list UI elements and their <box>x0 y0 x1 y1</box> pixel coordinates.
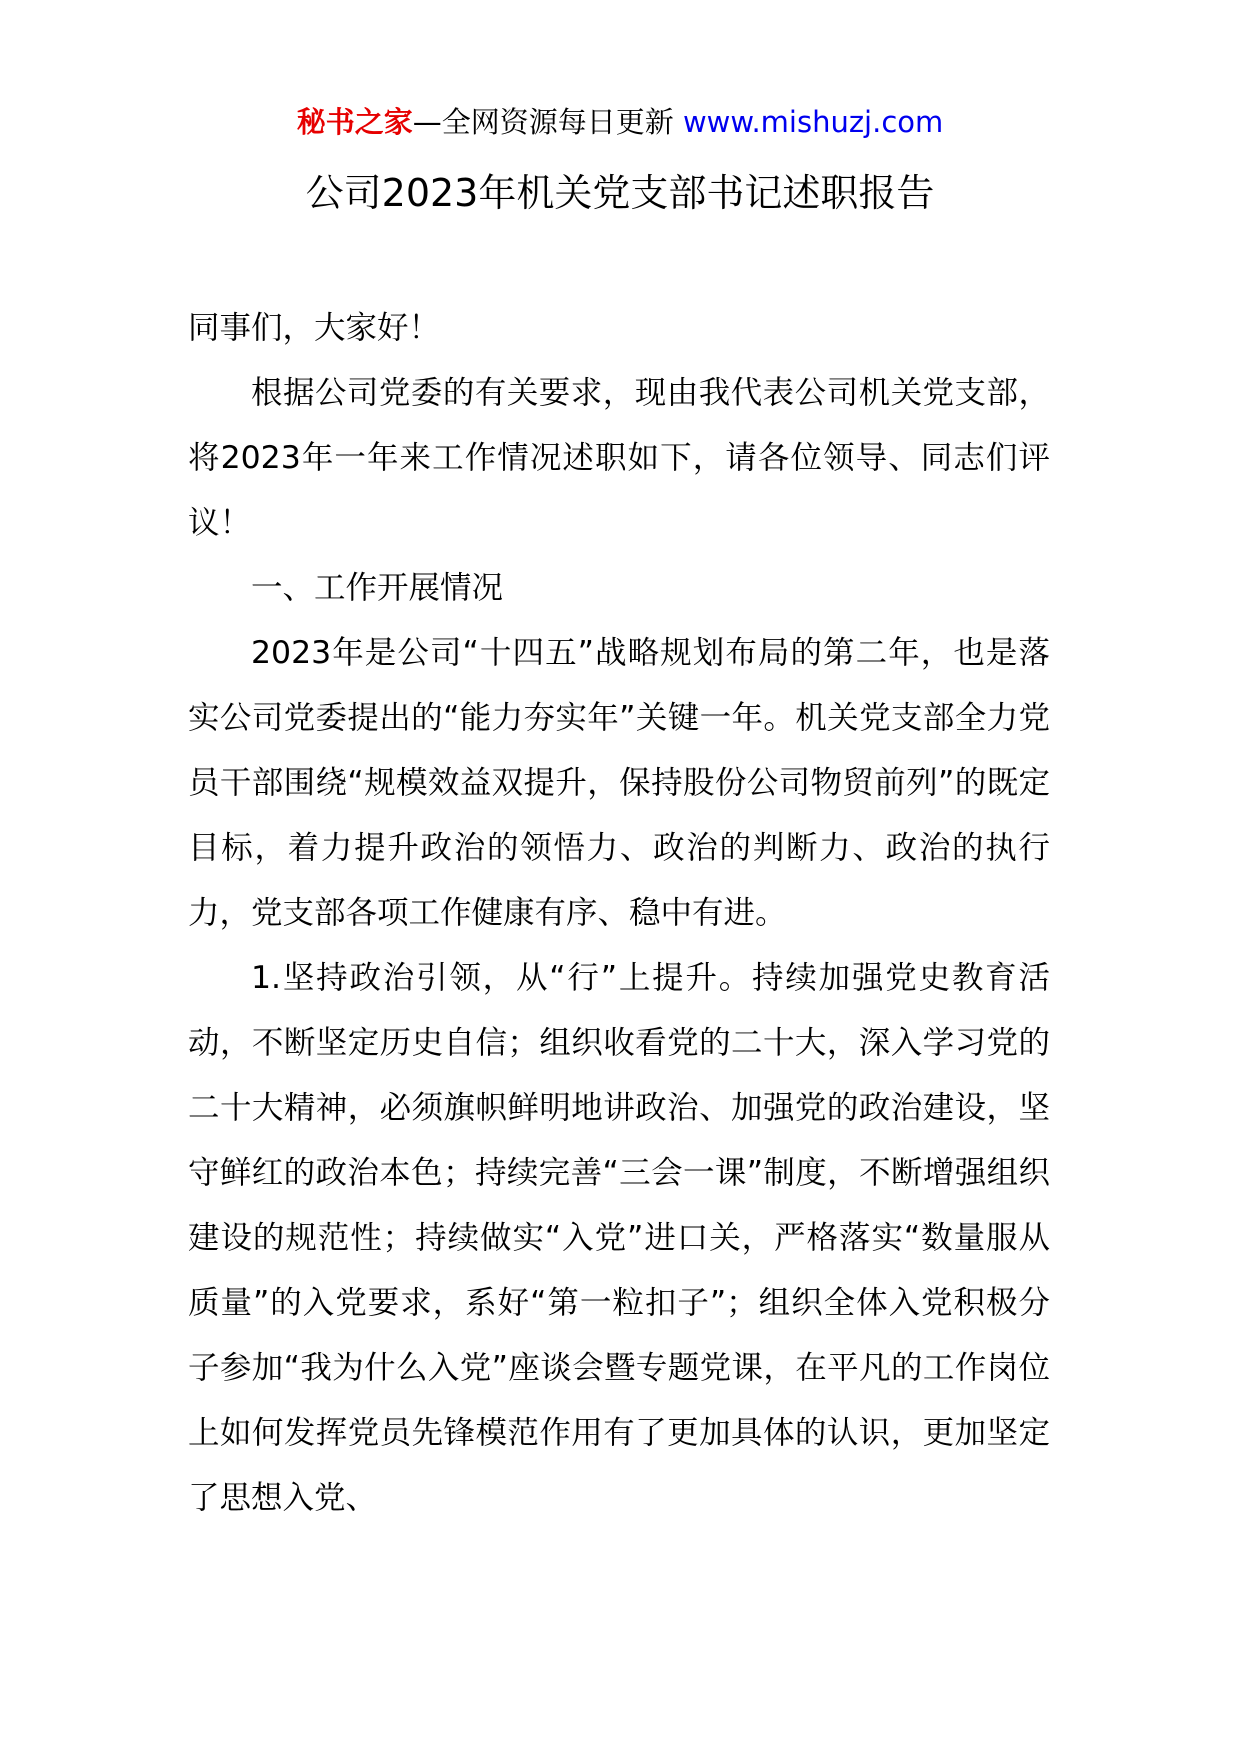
paragraph-intro: 根据公司党委的有关要求，现由我代表公司机关党支部，将2023年一年来工作情况述职如下，请各位领导、同志们评议！ <box>188 375 1050 541</box>
section-heading: 一、工作开展情况 <box>251 570 504 606</box>
brand-name: 秘书之家 <box>296 105 413 139</box>
brand-tagline: —全网资源每日更新 <box>412 105 674 139</box>
document-body <box>188 296 1050 1531</box>
greeting: 同事们，大家好！ <box>188 310 441 346</box>
paragraph-overview: 2023年是公司“十四五”战略规划布局的第二年，也是落实公司党委提出的“能力夯实年”关键一年。机关党支部全力党员干部围绕“规模效益双提升，保持股份公司物贸前列”的既定目标，着力提升政治的领悟力、政治的判断力、政治的执行力，党支部各项工作健康有序、稳中有进。 <box>188 635 1050 931</box>
watermark-header <box>0 100 1240 144</box>
site-url: www.mishuzj.com <box>682 105 944 139</box>
document-title: 公司2023年机关党支部书记述职报告 <box>305 171 935 215</box>
paragraph-item-1: 1.坚持政治引领，从“行”上提升。持续加强党史教育活动，不断坚定历史自信；组织收看党的二十大，深入学习党的二十大精神，必须旗帜鲜明地讲政治、加强党的政治建设，坚守鲜红的政治本色；持续完善“三会一课”制度，不断增强组织建设的规范性；持续做实“入党”进口关，严格落实“数量服从质量”的入党要求，系好“第一粒扣子”；组织全体入党积极分子参加“我为什么入党”座谈会暨专题党课，在平凡的工作岗位上如何发挥党员先锋模范作用有了更加具体的认识，更加坚定了思想入党、 <box>188 960 1050 1516</box>
